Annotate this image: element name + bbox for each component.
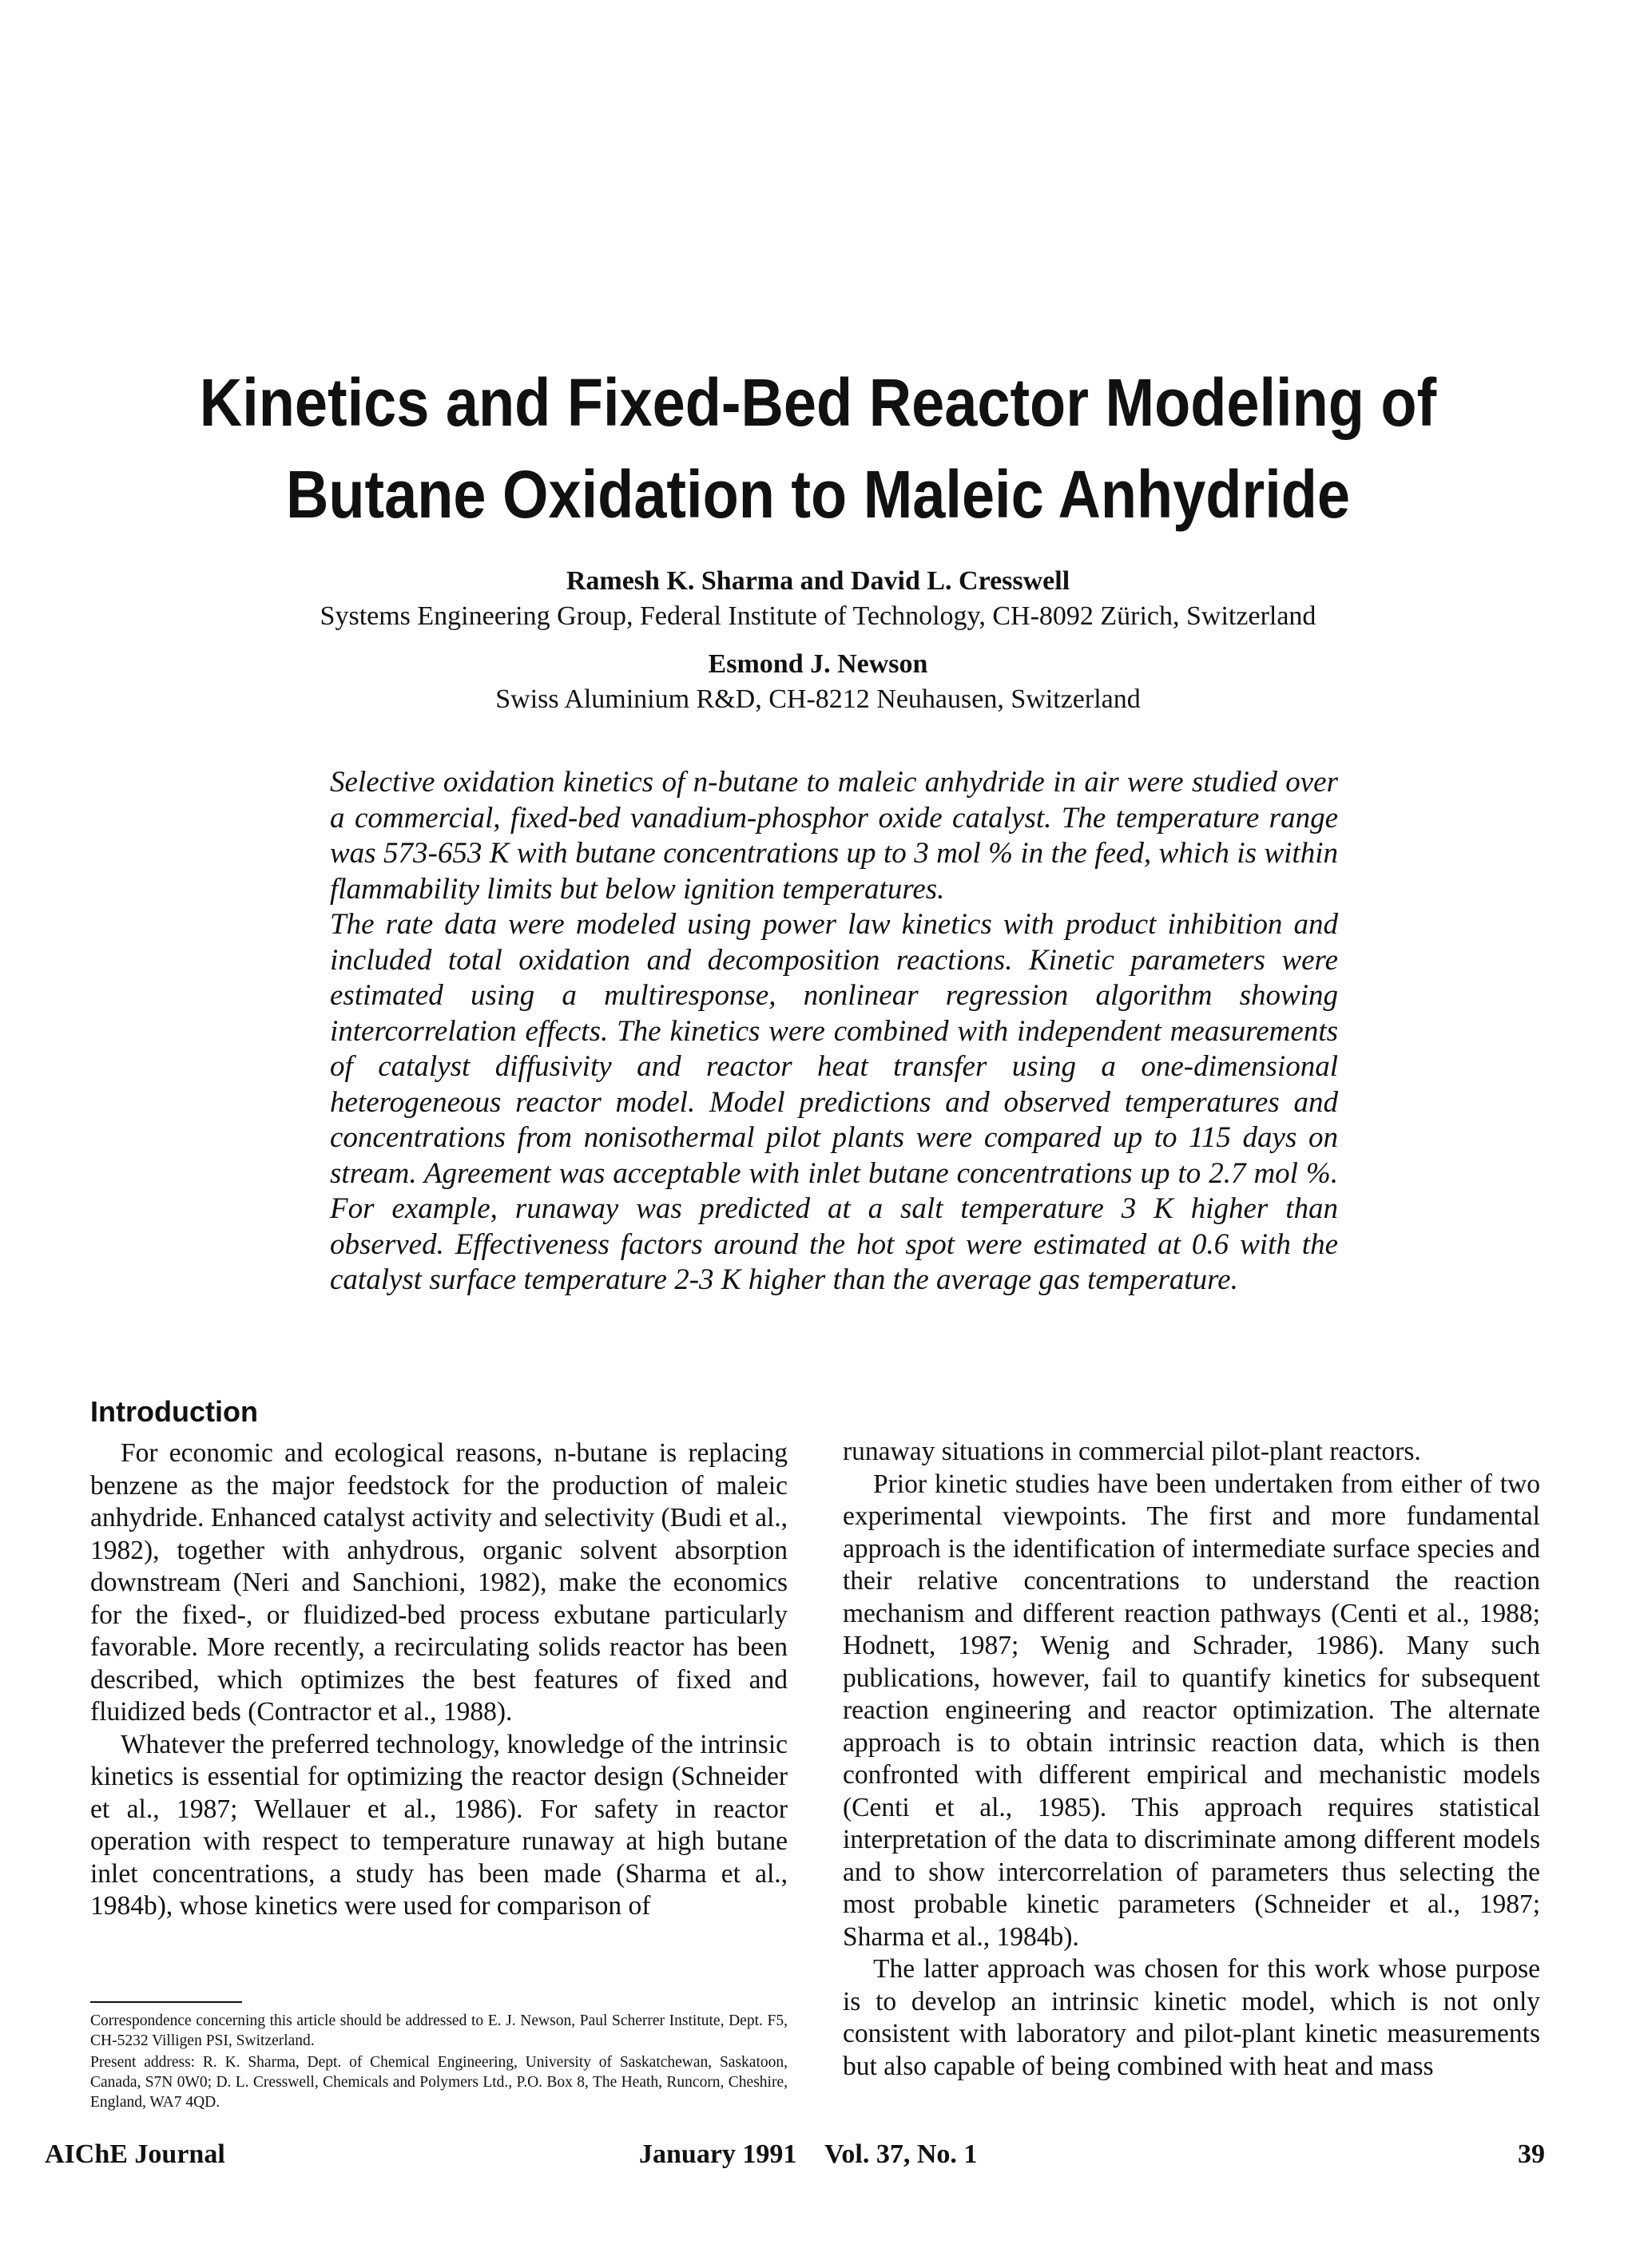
author-affiliation-1: Systems Engineering Group, Federal Institute of Technology, CH-8092 Zürich, Switzerland: [320, 601, 1316, 631]
right-column: [843, 1436, 1540, 2083]
footer-date: January 1991: [639, 2139, 797, 2169]
right-paragraph-3: The latter approach was chosen for this work whose purpose is to develop an intrinsic kinetic model, which is not only consistent with laboratory and pilot-plant kinetic measurements but also capable of being combined with heat and mass: [843, 1954, 1540, 2081]
footnote-correspondence: Correspondence concerning this article should be addressed to E. J. Newson, Paul Scherrer Institute, Dept. F5, CH-5232 Villigen PSI, Switzerland.: [90, 2012, 788, 2049]
author-affiliation-2: Swiss Aluminium R&D, CH-8212 Neuhausen, Switzerland: [495, 684, 1141, 714]
footnote-divider: [90, 2001, 242, 2003]
left-paragraph-2: Whatever the preferred technology, knowledge of the intrinsic kinetics is essential for optimizing the reactor design (Schneider et al., 1987; Wellauer et al., 1986). For safety in reactor operation with respect to temperature runaway at high butane inlet concentrations, a study has been made (Sharma et al., 1984b), whose kinetics were used for comparison of: [90, 1729, 788, 1921]
right-paragraph-2: Prior kinetic studies have been undertaken from either of two experimental viewpoints. The first and more fundamental approach is the identification of intermediate surface species and their relative concentrations to understand the reaction mechanism and different reaction pathways (Centi et al., 1988; Hodnett, 1987; Wenig and Schrader, 1986). Many such publications, however, fail to quantify kinetics for subsequent reaction engineering and reactor optimization. The alternate approach is to obtain intrinsic reaction data, which is then confronted with different empirical and mechanistic models (Centi et al., 1985). This approach requires statistical interpretation of the data to discriminate among different models and to show intercorrelation of parameters thus selecting the most probable kinetic parameters (Schneider et al., 1987; Sharma et al., 1984b).: [843, 1469, 1540, 1952]
footer-volume: Vol. 37, No. 1: [824, 2139, 978, 2169]
footnotes: [90, 2011, 788, 2114]
left-paragraph-1: For economic and ecological reasons, n-butane is replacing benzene as the major feedstock for the production of maleic anhydride. Enhanced catalyst activity and selectivity (Budi et al., 1982), together with anhydrous, organic solvent absorption downstream (Neri and Sanchioni, 1982), make the economics for the fixed-, or fluidized-bed process exbutane particularly favorable. More recently, a recirculating solids reactor has been described, which optimizes the best features of fixed and fluidized beds (Contractor et al., 1988).: [90, 1438, 788, 1727]
right-paragraph-1: runaway situations in commercial pilot-plant reactors.: [843, 1437, 1421, 1466]
author-names-2: Esmond J. Newson: [708, 649, 928, 679]
footnote-present-address: Present address: R. K. Sharma, Dept. of Chemical Engineering, University of Saskatchewan, Saskatoon, Canada, S7N 0W0; D. L. Cresswell, Chemicals and Polymers Ltd., P.O. Box 8, The Heath, Runcorn, Cheshire, England, WA7 4QD.: [90, 2054, 788, 2111]
abstract-paragraph-2: The rate data were modeled using power law kinetics with product inhibition and included total oxidation and decomposition reactions. Kinetic parameters were estimated using a multiresponse, nonlinear regression algorithm showing intercorrelation effects. The kinetics were combined with independent measurements of catalyst diffusivity and reactor heat transfer using a one-dimensional heterogeneous reactor model. Model predictions and observed temperatures and concentrations from nonisothermal pilot plants were compared up to 115 days on stream. Agreement was acceptable with inlet butane concentrations up to 2.7 mol %. For example, runaway was predicted at a salt temperature 3 K higher than observed. Effectiveness factors around the hot spot were estimated at 0.6 with the catalyst surface temperature 2-3 K higher than the average gas temperature.: [330, 908, 1338, 1296]
abstract: [330, 765, 1338, 1299]
title-line-1: Kinetics and Fixed-Bed Reactor Modeling of: [199, 365, 1437, 440]
title-line-2: Butane Oxidation to Maleic Anhydride: [285, 457, 1351, 532]
footer-journal: AIChE Journal: [45, 2139, 225, 2169]
section-heading-introduction: Introduction: [90, 1395, 258, 1428]
author-names-1: Ramesh K. Sharma and David L. Cresswell: [566, 566, 1070, 596]
left-column: [90, 1437, 788, 1923]
abstract-paragraph-1: Selective oxidation kinetics of n-butane to maleic anhydride in air were studied over a commercial, fixed-bed vanadium-phosphor oxide catalyst. The temperature range was 573-653 K with butane concentrations up to 3 mol % in the feed, which is within flammability limits but below ignition temperatures.: [330, 766, 1338, 906]
footer-page-number: 39: [1518, 2139, 1545, 2169]
